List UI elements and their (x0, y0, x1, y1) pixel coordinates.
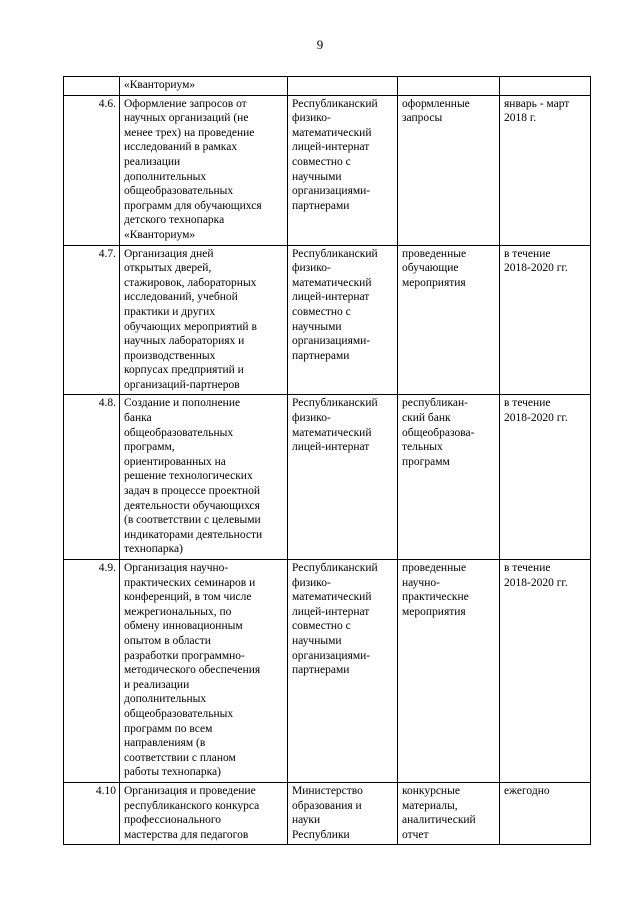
item-number: 4.7. (64, 245, 120, 395)
result-cell: оформленные запросы (398, 95, 500, 245)
activity-cell: Создание и пополнение банка общеобразовательных программ, ориентированных на решение технологических задач в процессе проектной деятельности обучающихся (в соответствии с целевыми индикаторами деятельности технопарка) (120, 395, 288, 560)
term-cell (500, 77, 591, 96)
executor-cell (288, 77, 398, 96)
executor-cell: Республиканский физико- математический лицей-интернат совместно с научными организациями- партнерами (288, 95, 398, 245)
table-row (64, 395, 591, 560)
plan-table (63, 76, 591, 845)
result-cell: проведенные научно- практическне мероприятия (398, 560, 500, 783)
activity-cell: Оформление запросов от научных организаций (не менее трех) на проведение исследований в рамках реализации дополнительных общеобразовательных программ для обучающихся детского технопарка «Кванториум» (120, 95, 288, 245)
term-cell: в течение 2018-2020 гг. (500, 395, 591, 560)
table-row (64, 77, 591, 96)
executor-cell: Республиканский физико- математический лицей-интернат (288, 395, 398, 560)
table-row (64, 560, 591, 783)
activity-cell: Организация дней открытых дверей, стажировок, лабораторных исследований, учебной практики и других обучающих мероприятий в научных лабораториях и производственных корпусах предприятий и организаций-партнеров (120, 245, 288, 395)
result-cell: республикан- ский банк общеобразова- тельных программ (398, 395, 500, 560)
result-cell: конкурсные материалы, аналитический отчет (398, 782, 500, 844)
item-number: 4.10 (64, 782, 120, 844)
term-cell: январь - март 2018 г. (500, 95, 591, 245)
executor-cell: Министерство образования и науки Республики (288, 782, 398, 844)
result-cell (398, 77, 500, 96)
executor-cell: Республиканский физико- математический лицей-интернат совместно с научными организациями- партнерами (288, 560, 398, 783)
page-number: 9 (316, 37, 324, 52)
item-number: 4.9. (64, 560, 120, 783)
result-cell: проведенные обучающие мероприятия (398, 245, 500, 395)
activity-cell: «Кванториум» (120, 77, 288, 96)
term-cell: ежегодно (500, 782, 591, 844)
table-row (64, 95, 591, 245)
executor-cell: Республиканский физико- математический лицей-интернат совместно с научными организациями- партнерами (288, 245, 398, 395)
item-number: 4.8. (64, 395, 120, 560)
term-cell: в течение 2018-2020 гг. (500, 560, 591, 783)
table-row (64, 245, 591, 395)
item-number (64, 77, 120, 96)
activity-cell: Организация и проведение республиканского конкурса профессионального мастерства для педагогов (120, 782, 288, 844)
table-row (64, 782, 591, 844)
term-cell: в течение 2018-2020 гг. (500, 245, 591, 395)
activity-cell: Организация научно- практических семинаров и конференций, в том числе межрегиональных, по обмену инновационным опытом в области разработки программно- методического обеспечения и реализации дополнительных общеобразовательных программ по всем направлениям (в соответствии с планом работы технопарка) (120, 560, 288, 783)
item-number: 4.6. (64, 95, 120, 245)
